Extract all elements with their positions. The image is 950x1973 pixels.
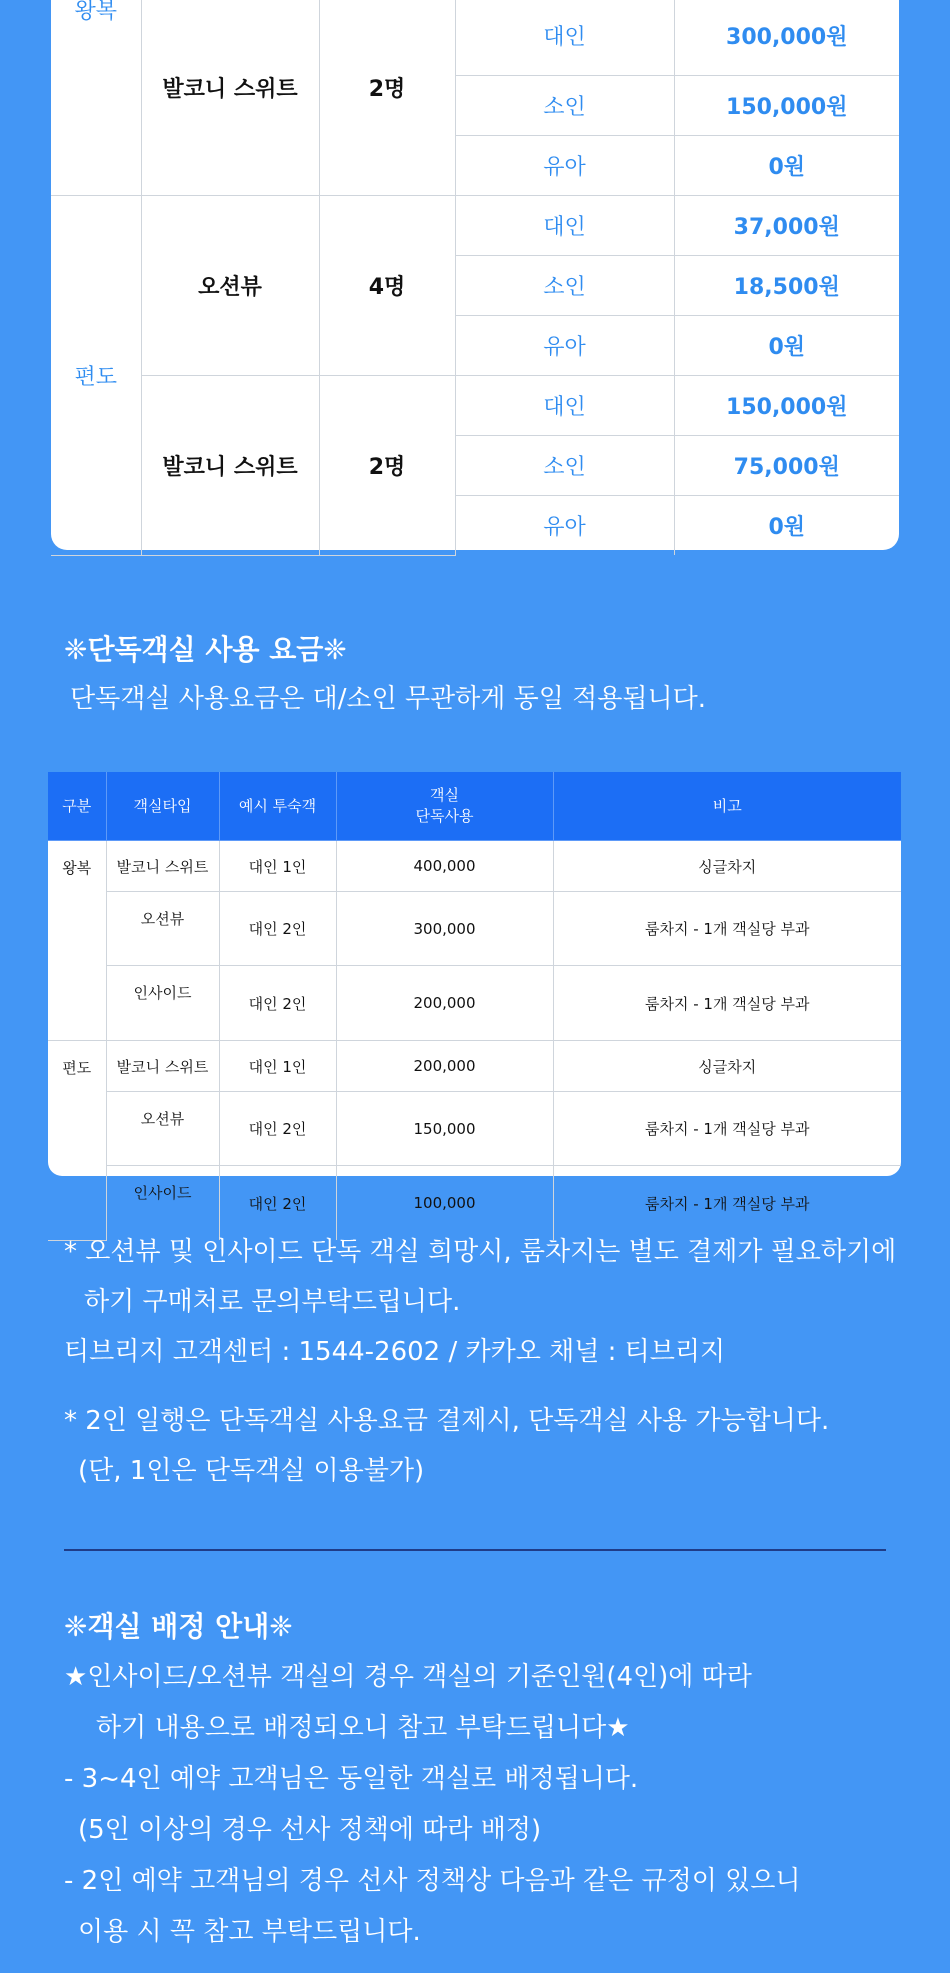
group-cell: 왕복 — [48, 841, 106, 1041]
room-type-cell — [141, 196, 319, 376]
room-cell: 오션뷰 — [106, 1092, 219, 1166]
section-divider — [64, 1549, 886, 1551]
assign-line-2: 하기 내용으로 배정되오니 참고 부탁드립니다★ — [96, 1713, 630, 1743]
note-cell: 싱글차지 — [553, 841, 901, 892]
price-cell: 200,000 — [336, 966, 553, 1041]
note-cell: 싱글차지 — [553, 1041, 901, 1092]
guest-cell: 대인 2인 — [219, 892, 336, 966]
header-example-guest: 예시 투숙객 — [219, 772, 336, 841]
header-note: 비고 — [553, 772, 901, 841]
single-room-subtitle: 단독객실 사용요금은 대/소인 무관하게 동일 적용됩니다. — [70, 684, 707, 714]
note-line-3: 티브리지 고객센터 : 1544-2602 / 카카오 채널 : 티브리지 — [64, 1337, 726, 1367]
capacity-label: 2명 — [368, 77, 406, 102]
price-cell: 150,000 — [336, 1092, 553, 1166]
fare-table — [51, 0, 899, 556]
header-room-type: 객실타입 — [106, 772, 219, 841]
capacity-cell — [319, 196, 455, 376]
price-cell: 300,000 — [336, 892, 553, 966]
price-cell — [674, 0, 899, 76]
price-cell — [674, 136, 899, 196]
assign-line-6: 이용 시 꼭 참고 부탁드립니다. — [78, 1917, 421, 1947]
price-label: 18,500원 — [733, 275, 840, 300]
table-row — [48, 1092, 901, 1166]
table-row — [48, 966, 901, 1041]
room-cell: 인사이드 — [106, 1166, 219, 1241]
price-cell — [674, 256, 899, 316]
header-group: 구분 — [48, 772, 106, 841]
price-label: 150,000원 — [726, 395, 848, 420]
guest-cell: 대인 1인 — [219, 1041, 336, 1092]
age-cell — [455, 136, 674, 196]
route-cell — [51, 0, 141, 196]
age-label: 유아 — [543, 155, 586, 180]
price-label: 150,000원 — [726, 95, 848, 120]
guest-cell: 대인 2인 — [219, 1166, 336, 1241]
assign-line-3: - 3~4인 예약 고객님은 동일한 객실로 배정됩니다. — [64, 1764, 639, 1794]
route-label: 편도 — [74, 364, 117, 390]
capacity-cell — [319, 376, 455, 556]
age-label: 대인 — [543, 25, 586, 50]
note-cell: 룸차지 - 1개 객실당 부과 — [553, 1092, 901, 1166]
header-single-use — [336, 772, 553, 841]
room-cell: 오션뷰 — [106, 892, 219, 966]
note-line-4: * 2인 일행은 단독객실 사용요금 결제시, 단독객실 사용 가능합니다. — [64, 1406, 830, 1436]
room-type-label: 오션뷰 — [198, 275, 262, 300]
age-cell — [455, 316, 674, 376]
price-cell: 100,000 — [336, 1166, 553, 1241]
table-row — [48, 841, 901, 892]
age-cell — [455, 76, 674, 136]
room-type-cell — [141, 376, 319, 556]
note-cell: 룸차지 - 1개 객실당 부과 — [553, 1166, 901, 1241]
room-cell: 인사이드 — [106, 966, 219, 1041]
price-label: 0원 — [768, 155, 806, 180]
capacity-cell — [319, 0, 455, 196]
note-cell: 룸차지 - 1개 객실당 부과 — [553, 892, 901, 966]
price-label: 0원 — [768, 335, 806, 360]
note-line-1: * 오션뷰 및 인사이드 단독 객실 희망시, 룸차지는 별도 결제가 필요하기에 — [64, 1237, 897, 1267]
age-cell — [455, 376, 674, 436]
single-room-table — [48, 772, 901, 1241]
assign-line-5: - 2인 예약 고객님의 경우 선사 정책상 다음과 같은 규정이 있으니 — [64, 1866, 801, 1896]
age-label: 유아 — [543, 335, 586, 360]
note-line-2: 하기 구매처로 문의부탁드립니다. — [84, 1287, 461, 1317]
price-label: 0원 — [768, 515, 806, 540]
single-room-table-card — [48, 772, 901, 1213]
age-cell — [455, 256, 674, 316]
room-assign-title: ❈객실 배정 안내❈ — [64, 1610, 293, 1643]
price-cell — [674, 496, 899, 556]
assign-line-1: ★인사이드/오션뷰 객실의 경우 객실의 기준인원(4인)에 따라 — [64, 1662, 752, 1692]
note-cell: 룸차지 - 1개 객실당 부과 — [553, 966, 901, 1041]
price-cell — [674, 436, 899, 496]
room-cell: 발코니 스위트 — [106, 1041, 219, 1092]
price-cell — [674, 316, 899, 376]
age-cell — [455, 436, 674, 496]
capacity-label: 2명 — [368, 454, 406, 480]
guest-cell: 대인 2인 — [219, 966, 336, 1041]
price-label: 75,000원 — [733, 455, 840, 480]
age-label: 소인 — [543, 95, 586, 120]
age-label: 소인 — [543, 275, 586, 300]
guest-cell: 대인 2인 — [219, 1092, 336, 1166]
capacity-label: 4명 — [368, 275, 406, 300]
age-label: 대인 — [543, 215, 586, 240]
room-type-label: 발코니 스위트 — [162, 454, 298, 480]
age-cell — [455, 496, 674, 556]
price-cell: 400,000 — [336, 841, 553, 892]
price-label: 37,000원 — [733, 215, 840, 240]
age-cell — [455, 196, 674, 256]
table-row — [48, 892, 901, 966]
age-label: 대인 — [543, 395, 586, 420]
route-cell — [51, 196, 141, 556]
room-type-label: 발코니 스위트 — [162, 77, 298, 102]
age-label: 소인 — [543, 455, 586, 480]
age-cell — [455, 0, 674, 76]
fare-table-card — [51, 0, 899, 550]
table-row — [48, 1041, 901, 1092]
guest-cell: 대인 1인 — [219, 841, 336, 892]
room-type-cell — [141, 0, 319, 196]
group-cell: 편도 — [48, 1041, 106, 1241]
assign-line-4: (5인 이상의 경우 선사 정책에 따라 배정) — [78, 1815, 542, 1845]
header-single-use-label: 객실 단독사용 — [415, 786, 474, 825]
price-cell — [674, 376, 899, 436]
price-cell — [674, 76, 899, 136]
age-label: 유아 — [543, 515, 586, 540]
price-cell: 200,000 — [336, 1041, 553, 1092]
price-cell — [674, 196, 899, 256]
table-row — [48, 1166, 901, 1241]
note-line-5: (단, 1인은 단독객실 이용불가) — [78, 1456, 425, 1486]
price-label: 300,000원 — [726, 25, 848, 50]
route-label: 왕복 — [74, 0, 117, 24]
room-cell: 발코니 스위트 — [106, 841, 219, 892]
single-room-title: ❈단독객실 사용 요금❈ — [64, 633, 347, 666]
